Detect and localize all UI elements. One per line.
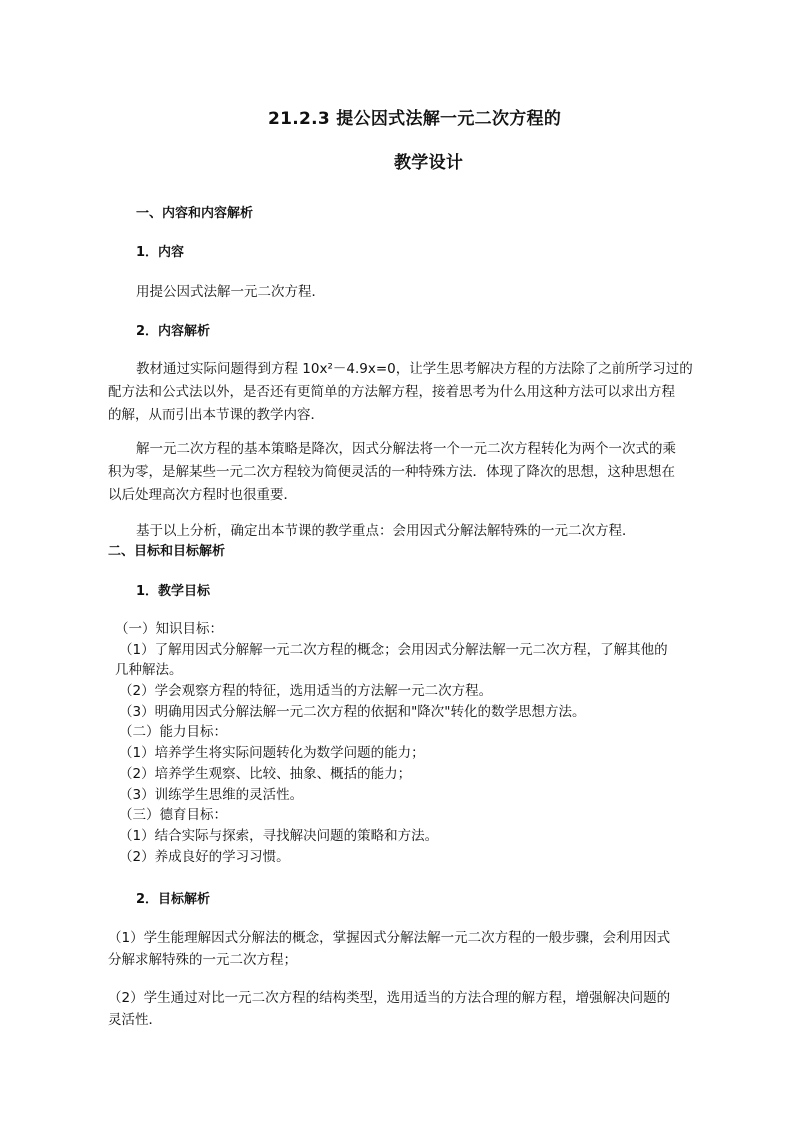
section1-paragraph-2 — [108, 438, 676, 507]
section1-paragraph-3: 基于以上分析，确定出本节课的教学重点：会用因式分解法解特殊的一元二次方程． — [136, 523, 636, 539]
section2-heading: 二、目标和目标解析 — [108, 544, 226, 559]
section2-sub2-heading: 2．目标解析 — [136, 892, 211, 907]
goal-line: （2）养成良好的学习习惯。 — [119, 848, 290, 865]
section1-sub2-heading: 2．内容解析 — [136, 324, 211, 339]
document-title-line1: 21.2.3 提公因式法解一元二次方程的 — [268, 109, 562, 129]
goal-line: （3）训练学生思维的灵活性。 — [119, 786, 304, 803]
goal-analysis-1 — [108, 927, 670, 971]
goal-line: （2）学会观察方程的特征，选用适当的方法解一元二次方程。 — [119, 683, 493, 700]
section1-paragraph-1 — [108, 358, 693, 427]
paragraph-line: 配方法和公式法以外，是否还有更简单的方法解方程，接着思考为什么用这种方法可以求出方程 — [108, 384, 675, 400]
paragraph-line: 解一元二次方程的基本策略是降次，因式分解法将一个一元二次方程转化为两个一次式的乘 — [136, 441, 676, 457]
goal-line: （3）明确用因式分解法解一元二次方程的依据和"降次"转化的数学思想方法。 — [119, 703, 586, 720]
paragraph-line: 积为零，是解某些一元二次方程较为简便灵活的一种特殊方法．体现了降次的思想，这种思想在 — [108, 464, 675, 480]
analysis-line: 灵活性． — [108, 1012, 162, 1028]
goal-line: （1）培养学生将实际问题转化为数学问题的能力； — [119, 745, 425, 762]
goal-line: （2）培养学生观察、比较、抽象、概括的能力； — [119, 765, 412, 782]
paragraph-line: 的解，从而引出本节课的教学内容． — [108, 407, 324, 423]
goal-line: （二）能力目标： — [119, 724, 227, 741]
section2-sub1-heading: 1．教学目标 — [136, 584, 211, 599]
goal-line: （一）知识目标： — [115, 621, 223, 637]
teaching-goals-list — [115, 619, 668, 867]
section1-sub1-text: 用提公因式法解一元二次方程． — [136, 284, 325, 300]
goal-analysis-2 — [108, 987, 670, 1031]
analysis-line: （2）学生通过对比一元二次方程的结构类型，选用适当的方法合理的解方程，增强解决问题的 — [108, 990, 671, 1006]
goal-line: 几种解法。 — [115, 662, 183, 679]
goal-line: （三）德育目标： — [119, 807, 227, 824]
paragraph-line: 教材通过实际问题得到方程 10x²－4.9x=0，让学生思考解决方程的方法除了之前所学习过的 — [136, 361, 693, 377]
analysis-line: （1）学生能理解因式分解法的概念，掌握因式分解法解一元二次方程的一般步骤，会利用因式 — [108, 930, 671, 946]
document-title-line2: 教学设计 — [394, 153, 464, 173]
paragraph-line: 以后处理高次方程时也很重要． — [108, 487, 297, 503]
goal-line: （1）结合实际与探索，寻找解决问题的策略和方法。 — [119, 827, 439, 844]
goal-line: （1）了解用因式分解解一元二次方程的概念；会用因式分解法解一元二次方程，了解其他的 — [119, 641, 668, 658]
analysis-line: 分解求解特殊的一元二次方程； — [108, 952, 297, 968]
section1-heading: 一、内容和内容解析 — [136, 206, 254, 221]
section1-sub1-heading: 1．内容 — [136, 245, 185, 260]
